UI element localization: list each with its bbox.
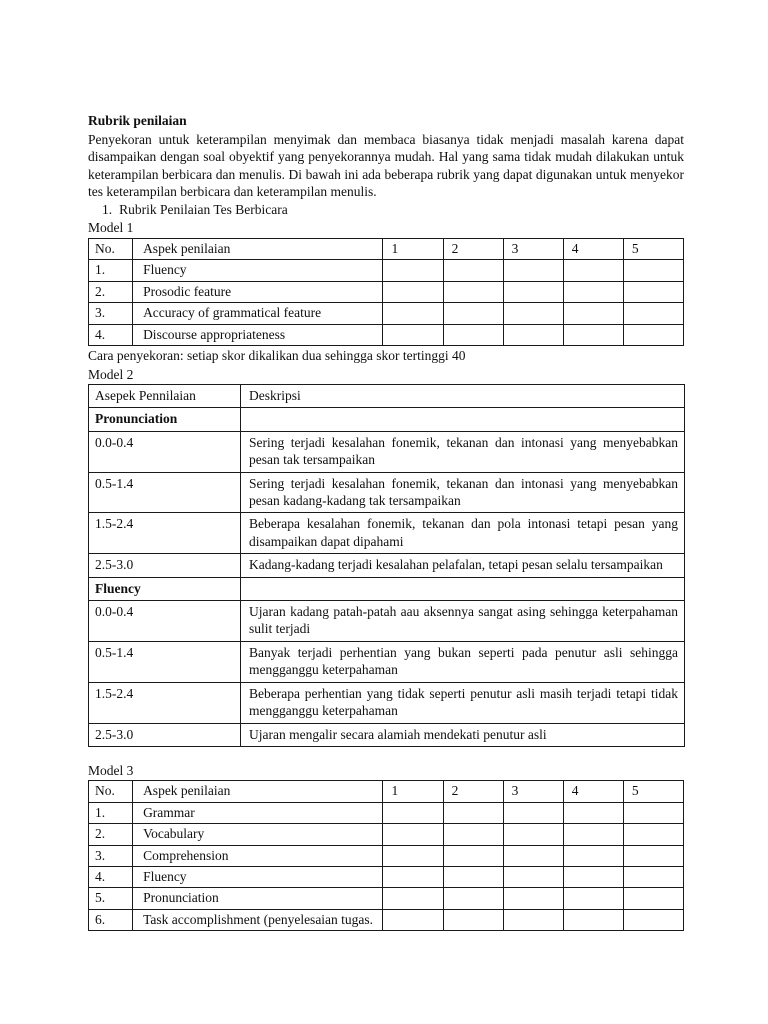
list-item-number: 1.	[102, 201, 113, 217]
table-row	[89, 641, 685, 682]
score-input-cell[interactable]	[383, 260, 443, 281]
score-input-cell[interactable]	[623, 867, 683, 888]
score-input-cell[interactable]	[503, 888, 563, 909]
band-value: 0.5-1.4	[89, 641, 241, 682]
score-input-cell[interactable]	[563, 802, 623, 823]
band-value: 2.5-3.0	[89, 554, 241, 577]
table-row	[89, 513, 685, 554]
row-aspect: Comprehension	[133, 845, 383, 866]
row-no: 1.	[89, 802, 133, 823]
model3-table	[88, 780, 684, 931]
score-input-cell[interactable]	[503, 845, 563, 866]
score-input-cell[interactable]	[623, 909, 683, 930]
score-input-cell[interactable]	[383, 324, 443, 345]
band-value: 0.0-0.4	[89, 601, 241, 642]
row-no: 6.	[89, 909, 133, 930]
header-aspect: Aspek penilaian	[133, 238, 383, 259]
section-empty-cell	[241, 577, 685, 600]
score-input-cell[interactable]	[443, 324, 503, 345]
band-value: 0.5-1.4	[89, 472, 241, 513]
table-header-row	[89, 238, 684, 259]
score-input-cell[interactable]	[623, 303, 683, 324]
table-header-row	[89, 781, 684, 802]
row-aspect: Fluency	[133, 260, 383, 281]
section-title: Pronunciation	[89, 408, 241, 431]
header-no: No.	[89, 238, 133, 259]
row-no: 1.	[89, 260, 133, 281]
band-value: 1.5-2.4	[89, 513, 241, 554]
band-value: 0.0-0.4	[89, 431, 241, 472]
section-spacer	[88, 747, 684, 761]
intro-paragraph: Penyekoran untuk keterampilan menyimak dan membaca biasanya tidak menjadi masalah karena dapat disampaikan dengan soal obyektif yang penyekorannya mudah. Hal yang sama tidak mudah dilakukan untuk keterampilan berbicara dan menulis. Di bawah ini ada beberapa rubrik yang dapat digunakan untuk menyekor tes keterampilan berbicara dan keterampilan menulis.	[88, 131, 684, 200]
score-input-cell[interactable]	[503, 802, 563, 823]
row-aspect: Discourse appropriateness	[133, 324, 383, 345]
band-description: Ujaran kadang patah-patah aau aksennya sangat asing sehingga keterpahaman sulit terjadi	[241, 601, 685, 642]
header-score-2: 2	[443, 238, 503, 259]
header-score-5: 5	[623, 781, 683, 802]
list-item-text: Rubrik Penilaian Tes Berbicara	[119, 201, 288, 217]
band-value: 2.5-3.0	[89, 723, 241, 746]
band-description: Sering terjadi kesalahan fonemik, tekanan dan intonasi yang menyebabkan pesan kadang-kadang tak tersampaikan	[241, 472, 685, 513]
page-content	[88, 112, 684, 931]
header-aspect: Asepek Pennilaian	[89, 385, 241, 408]
model1-table	[88, 238, 684, 346]
score-input-cell[interactable]	[503, 260, 563, 281]
table-row	[89, 682, 685, 723]
row-aspect: Accuracy of grammatical feature	[133, 303, 383, 324]
score-input-cell[interactable]	[563, 888, 623, 909]
section-empty-cell	[241, 408, 685, 431]
score-input-cell[interactable]	[563, 324, 623, 345]
table-row	[89, 909, 684, 930]
row-no: 2.	[89, 281, 133, 302]
score-input-cell[interactable]	[563, 845, 623, 866]
band-description: Beberapa kesalahan fonemik, tekanan dan pola intonasi tetapi pesan yang disampaikan dapat dipahami	[241, 513, 685, 554]
score-input-cell[interactable]	[443, 845, 503, 866]
row-no: 5.	[89, 888, 133, 909]
band-description: Banyak terjadi perhentian yang bukan seperti pada penutur asli sehingga mengganggu keterpahaman	[241, 641, 685, 682]
page-title: Rubrik penilaian	[88, 113, 187, 128]
table-row	[89, 303, 684, 324]
section-row-pronunciation	[89, 408, 685, 431]
score-input-cell[interactable]	[383, 802, 443, 823]
band-value: 1.5-2.4	[89, 682, 241, 723]
header-no: No.	[89, 781, 133, 802]
score-input-cell[interactable]	[623, 324, 683, 345]
score-input-cell[interactable]	[383, 845, 443, 866]
row-aspect: Task accomplishment (penyelesaian tugas.	[133, 909, 383, 930]
score-input-cell[interactable]	[443, 888, 503, 909]
table-row	[89, 431, 685, 472]
model1-scoring-note: Cara penyekoran: setiap skor dikalikan dua sehingga skor tertinggi 40	[88, 348, 466, 363]
header-score-4: 4	[563, 238, 623, 259]
table-row	[89, 888, 684, 909]
model2-label: Model 2	[88, 366, 134, 382]
score-input-cell[interactable]	[563, 281, 623, 302]
band-description: Ujaran mengalir secara alamiah mendekati penutur asli	[241, 723, 685, 746]
score-input-cell[interactable]	[503, 867, 563, 888]
score-input-cell[interactable]	[563, 303, 623, 324]
score-input-cell[interactable]	[443, 909, 503, 930]
header-score-5: 5	[623, 238, 683, 259]
score-input-cell[interactable]	[383, 909, 443, 930]
score-input-cell[interactable]	[503, 324, 563, 345]
row-aspect: Pronunciation	[133, 888, 383, 909]
score-input-cell[interactable]	[503, 824, 563, 845]
table-row	[89, 867, 684, 888]
score-input-cell[interactable]	[623, 888, 683, 909]
row-no: 4.	[89, 867, 133, 888]
score-input-cell[interactable]	[563, 867, 623, 888]
table-row	[89, 845, 684, 866]
score-input-cell[interactable]	[383, 867, 443, 888]
score-input-cell[interactable]	[443, 867, 503, 888]
table-row	[89, 824, 684, 845]
section-row-fluency	[89, 577, 685, 600]
row-aspect: Grammar	[133, 802, 383, 823]
score-input-cell[interactable]	[623, 281, 683, 302]
band-description: Kadang-kadang terjadi kesalahan pelafalan, tetapi pesan selalu tersampaikan	[241, 554, 685, 577]
row-no: 3.	[89, 845, 133, 866]
score-input-cell[interactable]	[563, 824, 623, 845]
score-input-cell[interactable]	[443, 802, 503, 823]
score-input-cell[interactable]	[383, 888, 443, 909]
score-input-cell[interactable]	[443, 281, 503, 302]
band-description: Beberapa perhentian yang tidak seperti penutur asli masih terjadi tetapi tidak mengganggu keterpahaman	[241, 682, 685, 723]
header-score-3: 3	[503, 238, 563, 259]
score-input-cell[interactable]	[443, 824, 503, 845]
table-row	[89, 723, 685, 746]
score-input-cell[interactable]	[443, 303, 503, 324]
header-score-4: 4	[563, 781, 623, 802]
model1-label: Model 1	[88, 220, 134, 236]
table-row	[89, 601, 685, 642]
score-input-cell[interactable]	[383, 824, 443, 845]
table-row	[89, 802, 684, 823]
table-row	[89, 281, 684, 302]
score-input-cell[interactable]	[623, 845, 683, 866]
row-aspect: Fluency	[133, 867, 383, 888]
header-score-1: 1	[383, 781, 443, 802]
score-input-cell[interactable]	[623, 802, 683, 823]
score-input-cell[interactable]	[563, 260, 623, 281]
table-header-row	[89, 385, 685, 408]
row-aspect: Vocabulary	[133, 824, 383, 845]
model3-label: Model 3	[88, 762, 134, 778]
band-description: Sering terjadi kesalahan fonemik, tekanan dan intonasi yang menyebabkan pesan tak tersampaikan	[241, 431, 685, 472]
score-input-cell[interactable]	[443, 260, 503, 281]
row-no: 2.	[89, 824, 133, 845]
score-input-cell[interactable]	[563, 909, 623, 930]
score-input-cell[interactable]	[623, 260, 683, 281]
row-no: 4.	[89, 324, 133, 345]
header-score-2: 2	[443, 781, 503, 802]
score-input-cell[interactable]	[503, 281, 563, 302]
section-title: Fluency	[89, 577, 241, 600]
score-input-cell[interactable]	[503, 303, 563, 324]
score-input-cell[interactable]	[623, 824, 683, 845]
model2-table	[88, 384, 685, 747]
row-no: 3.	[89, 303, 133, 324]
table-row	[89, 324, 684, 345]
header-aspect: Aspek penilaian	[133, 781, 383, 802]
numbered-list-item	[88, 201, 684, 219]
header-description: Deskripsi	[241, 385, 685, 408]
score-input-cell[interactable]	[383, 281, 443, 302]
table-row	[89, 472, 685, 513]
table-row	[89, 260, 684, 281]
score-input-cell[interactable]	[383, 303, 443, 324]
row-aspect: Prosodic feature	[133, 281, 383, 302]
header-score-3: 3	[503, 781, 563, 802]
table-row	[89, 554, 685, 577]
header-score-1: 1	[383, 238, 443, 259]
score-input-cell[interactable]	[503, 909, 563, 930]
